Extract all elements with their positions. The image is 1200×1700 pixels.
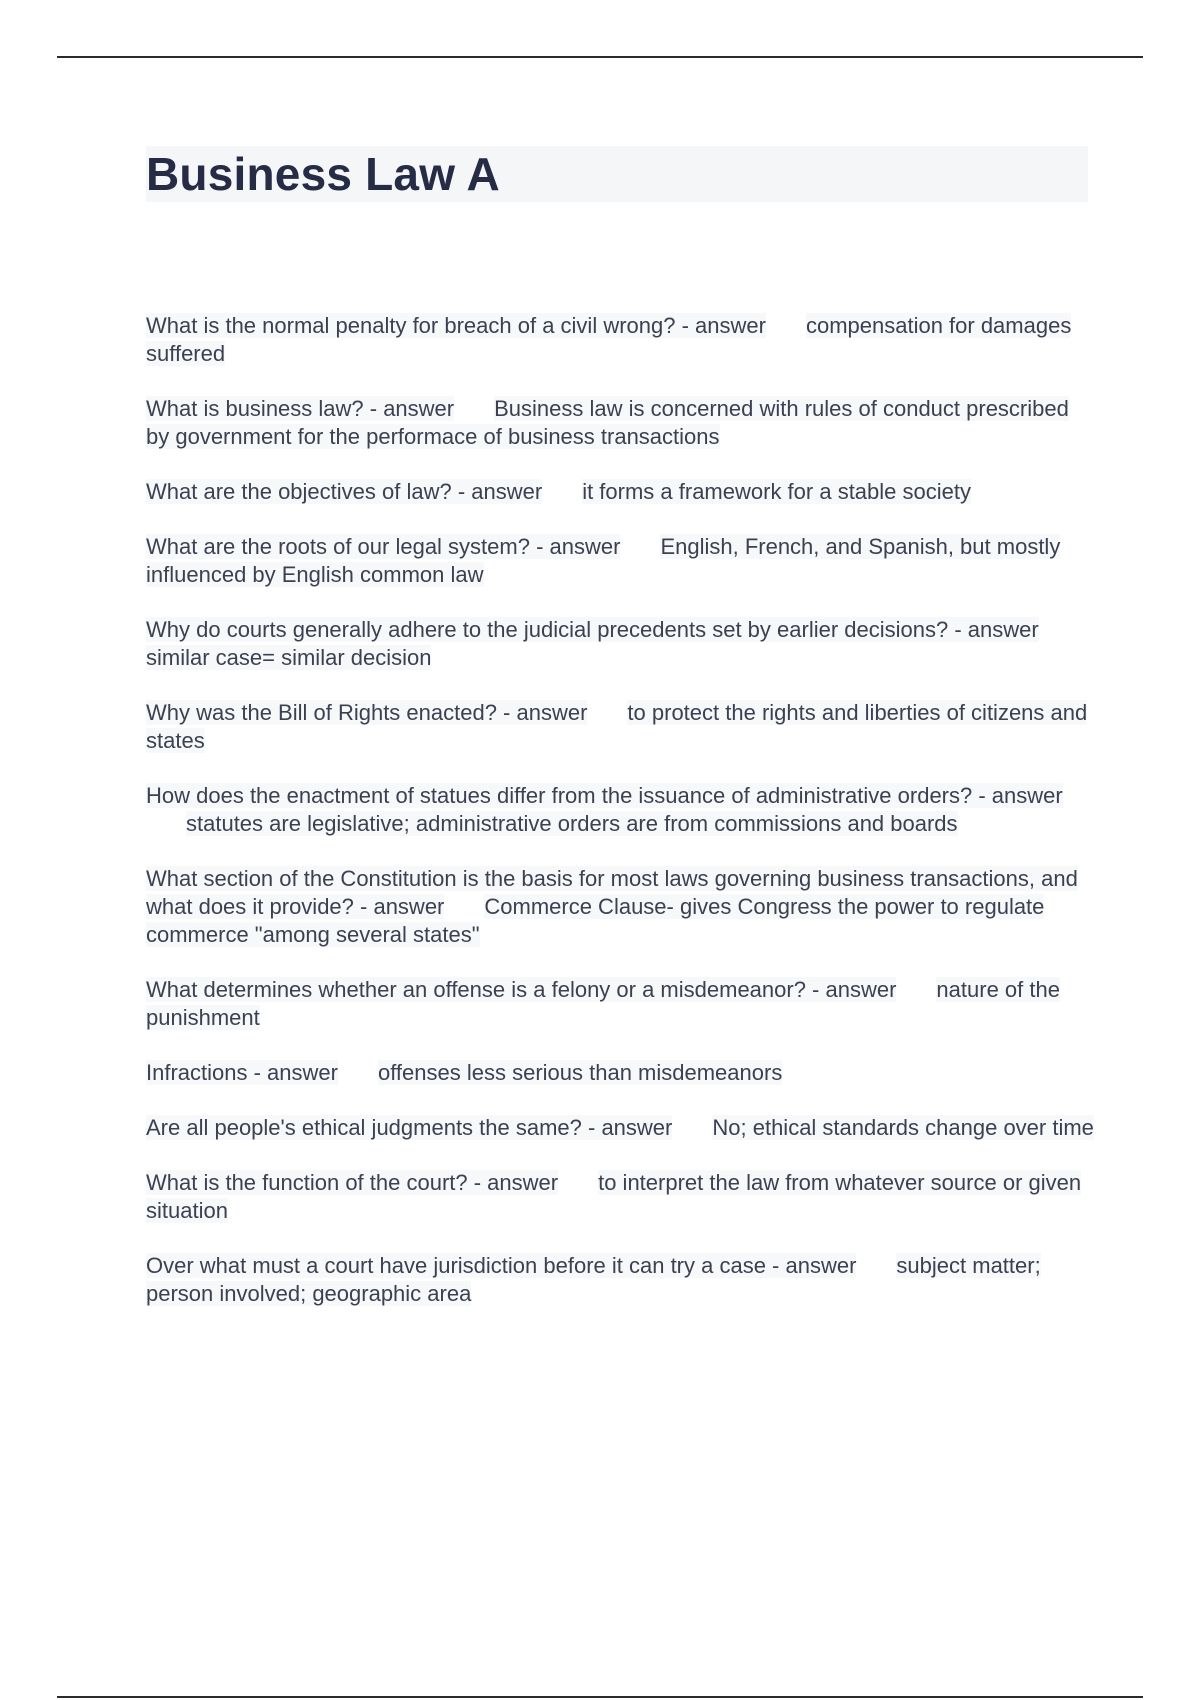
qa-item [146,865,1096,949]
qa-item [146,616,1096,672]
question-text: What is the function of the court? - answer [146,1170,559,1195]
question-text: What is business law? - answer [146,396,455,421]
question-text: How does the enactment of statues differ from the issuance of administrative orders? - answer [146,783,1063,808]
answer-text: Business law is concerned with rules of conduct prescribed by government for the performace of business transactions [146,396,1069,449]
answer-text: nature of the punishment [146,977,1060,1030]
bottom-rule [57,1696,1143,1698]
qa-item [146,1169,1096,1225]
question-text: What are the roots of our legal system? - answer [146,534,621,559]
answer-text: similar case= similar decision [146,645,432,670]
answer-text: it forms a framework for a stable society [582,479,971,504]
qa-item [146,312,1096,368]
qa-item [146,478,1096,506]
qa-item [146,1252,1096,1308]
qa-item [146,533,1096,589]
answer-text: Commerce Clause- gives Congress the power to regulate commerce "among several states" [146,894,1045,947]
question-text: Why do courts generally adhere to the judicial precedents set by earlier decisions? - answer [146,617,1039,642]
qa-item [146,395,1096,451]
question-text: Are all people's ethical judgments the same? - answer [146,1115,673,1140]
answer-text: to interpret the law from whatever source or given situation [146,1170,1082,1223]
answer-text: No; ethical standards change over time [712,1115,1094,1140]
top-rule [57,56,1143,58]
qa-item [146,1059,1096,1087]
question-text: Why was the Bill of Rights enacted? - answer [146,700,588,725]
question-text: Infractions - answer [146,1060,338,1085]
qa-item [146,699,1096,755]
answer-text: subject matter; person involved; geographic area [146,1253,1041,1306]
answer-text: compensation for damages suffered [146,313,1072,366]
qa-item [146,782,1096,838]
answer-text: to protect the rights and liberties of citizens and states [146,700,1088,753]
qa-list [146,312,1096,1335]
answer-text: offenses less serious than misdemeanors [377,1060,783,1085]
question-text: Over what must a court have jurisdiction before it can try a case - answer [146,1253,857,1278]
question-text: What section of the Constitution is the basis for most laws governing business transactions, and what does it provide? - answer [146,866,1078,919]
question-text: What is the normal penalty for breach of a civil wrong? - answer [146,313,766,338]
question-text: What determines whether an offense is a felony or a misdemeanor? - answer [146,977,897,1002]
answer-text: English, French, and Spanish, but mostly influenced by English common law [146,534,1061,587]
qa-item [146,1114,1096,1142]
question-text: What are the objectives of law? - answer [146,479,543,504]
page-title: Business Law A [146,148,500,200]
qa-item [146,976,1096,1032]
answer-text: statutes are legislative; administrative orders are from commissions and boards [186,811,958,836]
